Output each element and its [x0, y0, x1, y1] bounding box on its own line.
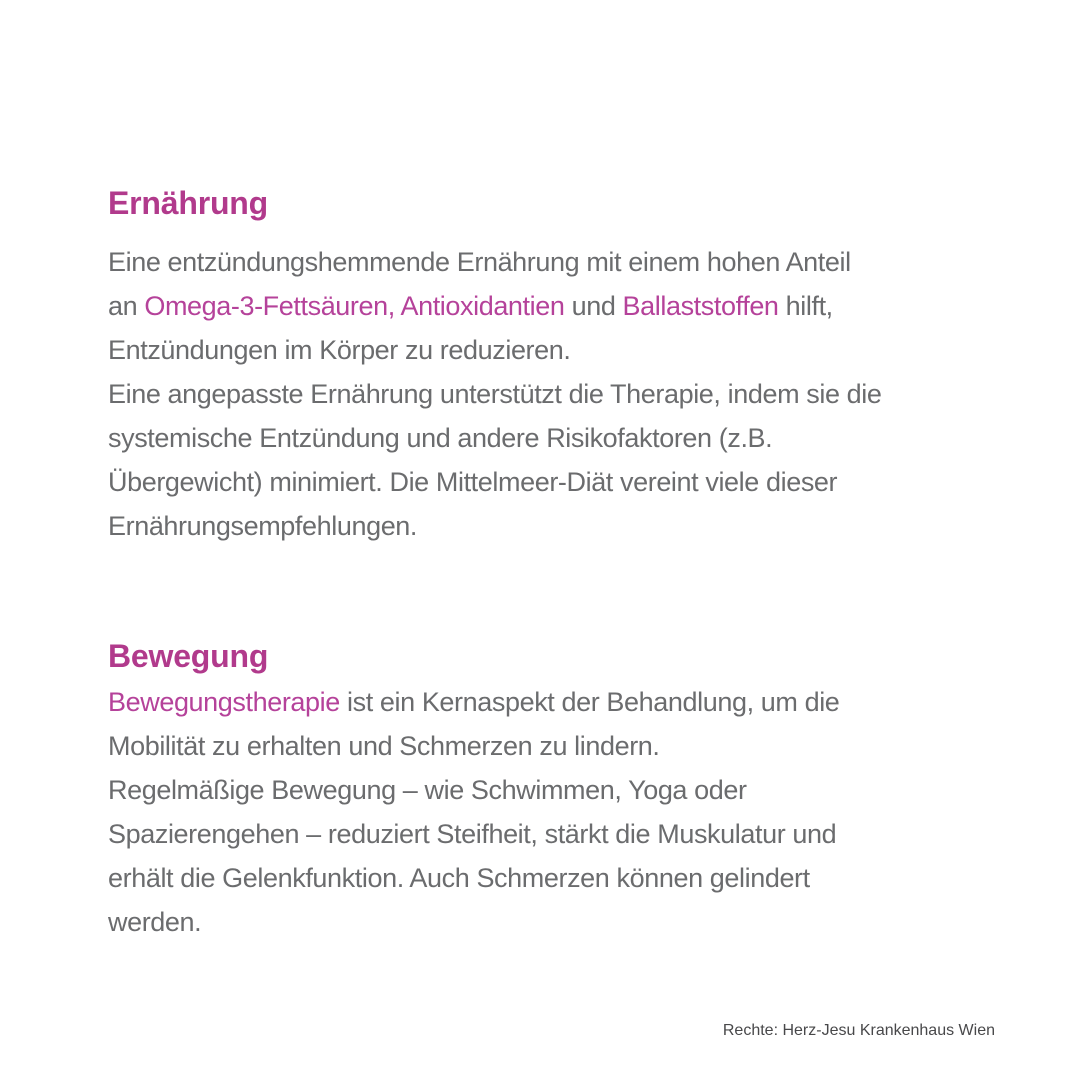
- text-segment: Mobilität zu erhalten und Schmerzen zu lindern.: [108, 731, 660, 761]
- text-line: [108, 416, 1028, 460]
- text-line: [108, 856, 1028, 900]
- text-line: [108, 768, 1028, 812]
- text-segment: hilft,: [778, 291, 833, 321]
- highlight-term: Bewegungstherapie: [108, 687, 340, 717]
- text-line: [108, 284, 1028, 328]
- text-line: [108, 504, 1028, 548]
- text-segment: Übergewicht) minimiert. Die Mittelmeer-Diät vereint viele dieser: [108, 467, 838, 497]
- text-segment: werden.: [108, 907, 202, 937]
- text-segment: erhält die Gelenkfunktion. Auch Schmerzen können gelindert: [108, 863, 810, 893]
- text-line: [108, 240, 1028, 284]
- paragraph-ernaehrung: [108, 240, 1028, 548]
- credit-line: Rechte: Herz-Jesu Krankenhaus Wien: [722, 1022, 995, 1039]
- text-line: [108, 328, 1028, 372]
- text-line: [108, 724, 1028, 768]
- section-heading-bewegung: Bewegung: [108, 638, 269, 674]
- paragraph-bewegung: [108, 680, 1028, 944]
- text-segment: Entzündungen im Körper zu reduzieren.: [108, 335, 571, 365]
- text-segment: ist ein Kernaspekt der Behandlung, um die: [339, 687, 840, 717]
- text-line: [108, 460, 1028, 504]
- highlight-term: Omega-3-Fettsäuren, Antioxidantien: [144, 291, 565, 321]
- text-segment: Eine angepasste Ernährung unterstützt die Therapie, indem sie die: [108, 379, 882, 409]
- section-heading-ernaehrung: Ernährung: [108, 185, 268, 221]
- text-line: [108, 900, 1028, 944]
- text-segment: Ernährungsempfehlungen.: [108, 511, 418, 541]
- text-segment: Eine entzündungshemmende Ernährung mit einem hohen Anteil: [108, 247, 851, 277]
- text-line: [108, 812, 1028, 856]
- text-line: [108, 680, 1028, 724]
- text-segment: und: [564, 291, 623, 321]
- text-segment: Spazierengehen – reduziert Steifheit, stärkt die Muskulatur und: [108, 819, 837, 849]
- text-line: [108, 372, 1028, 416]
- text-segment: Regelmäßige Bewegung – wie Schwimmen, Yoga oder: [108, 775, 747, 805]
- text-segment: an: [108, 291, 145, 321]
- text-segment: systemische Entzündung und andere Risikofaktoren (z.B.: [108, 423, 773, 453]
- highlight-term: Ballaststoffen: [622, 291, 779, 321]
